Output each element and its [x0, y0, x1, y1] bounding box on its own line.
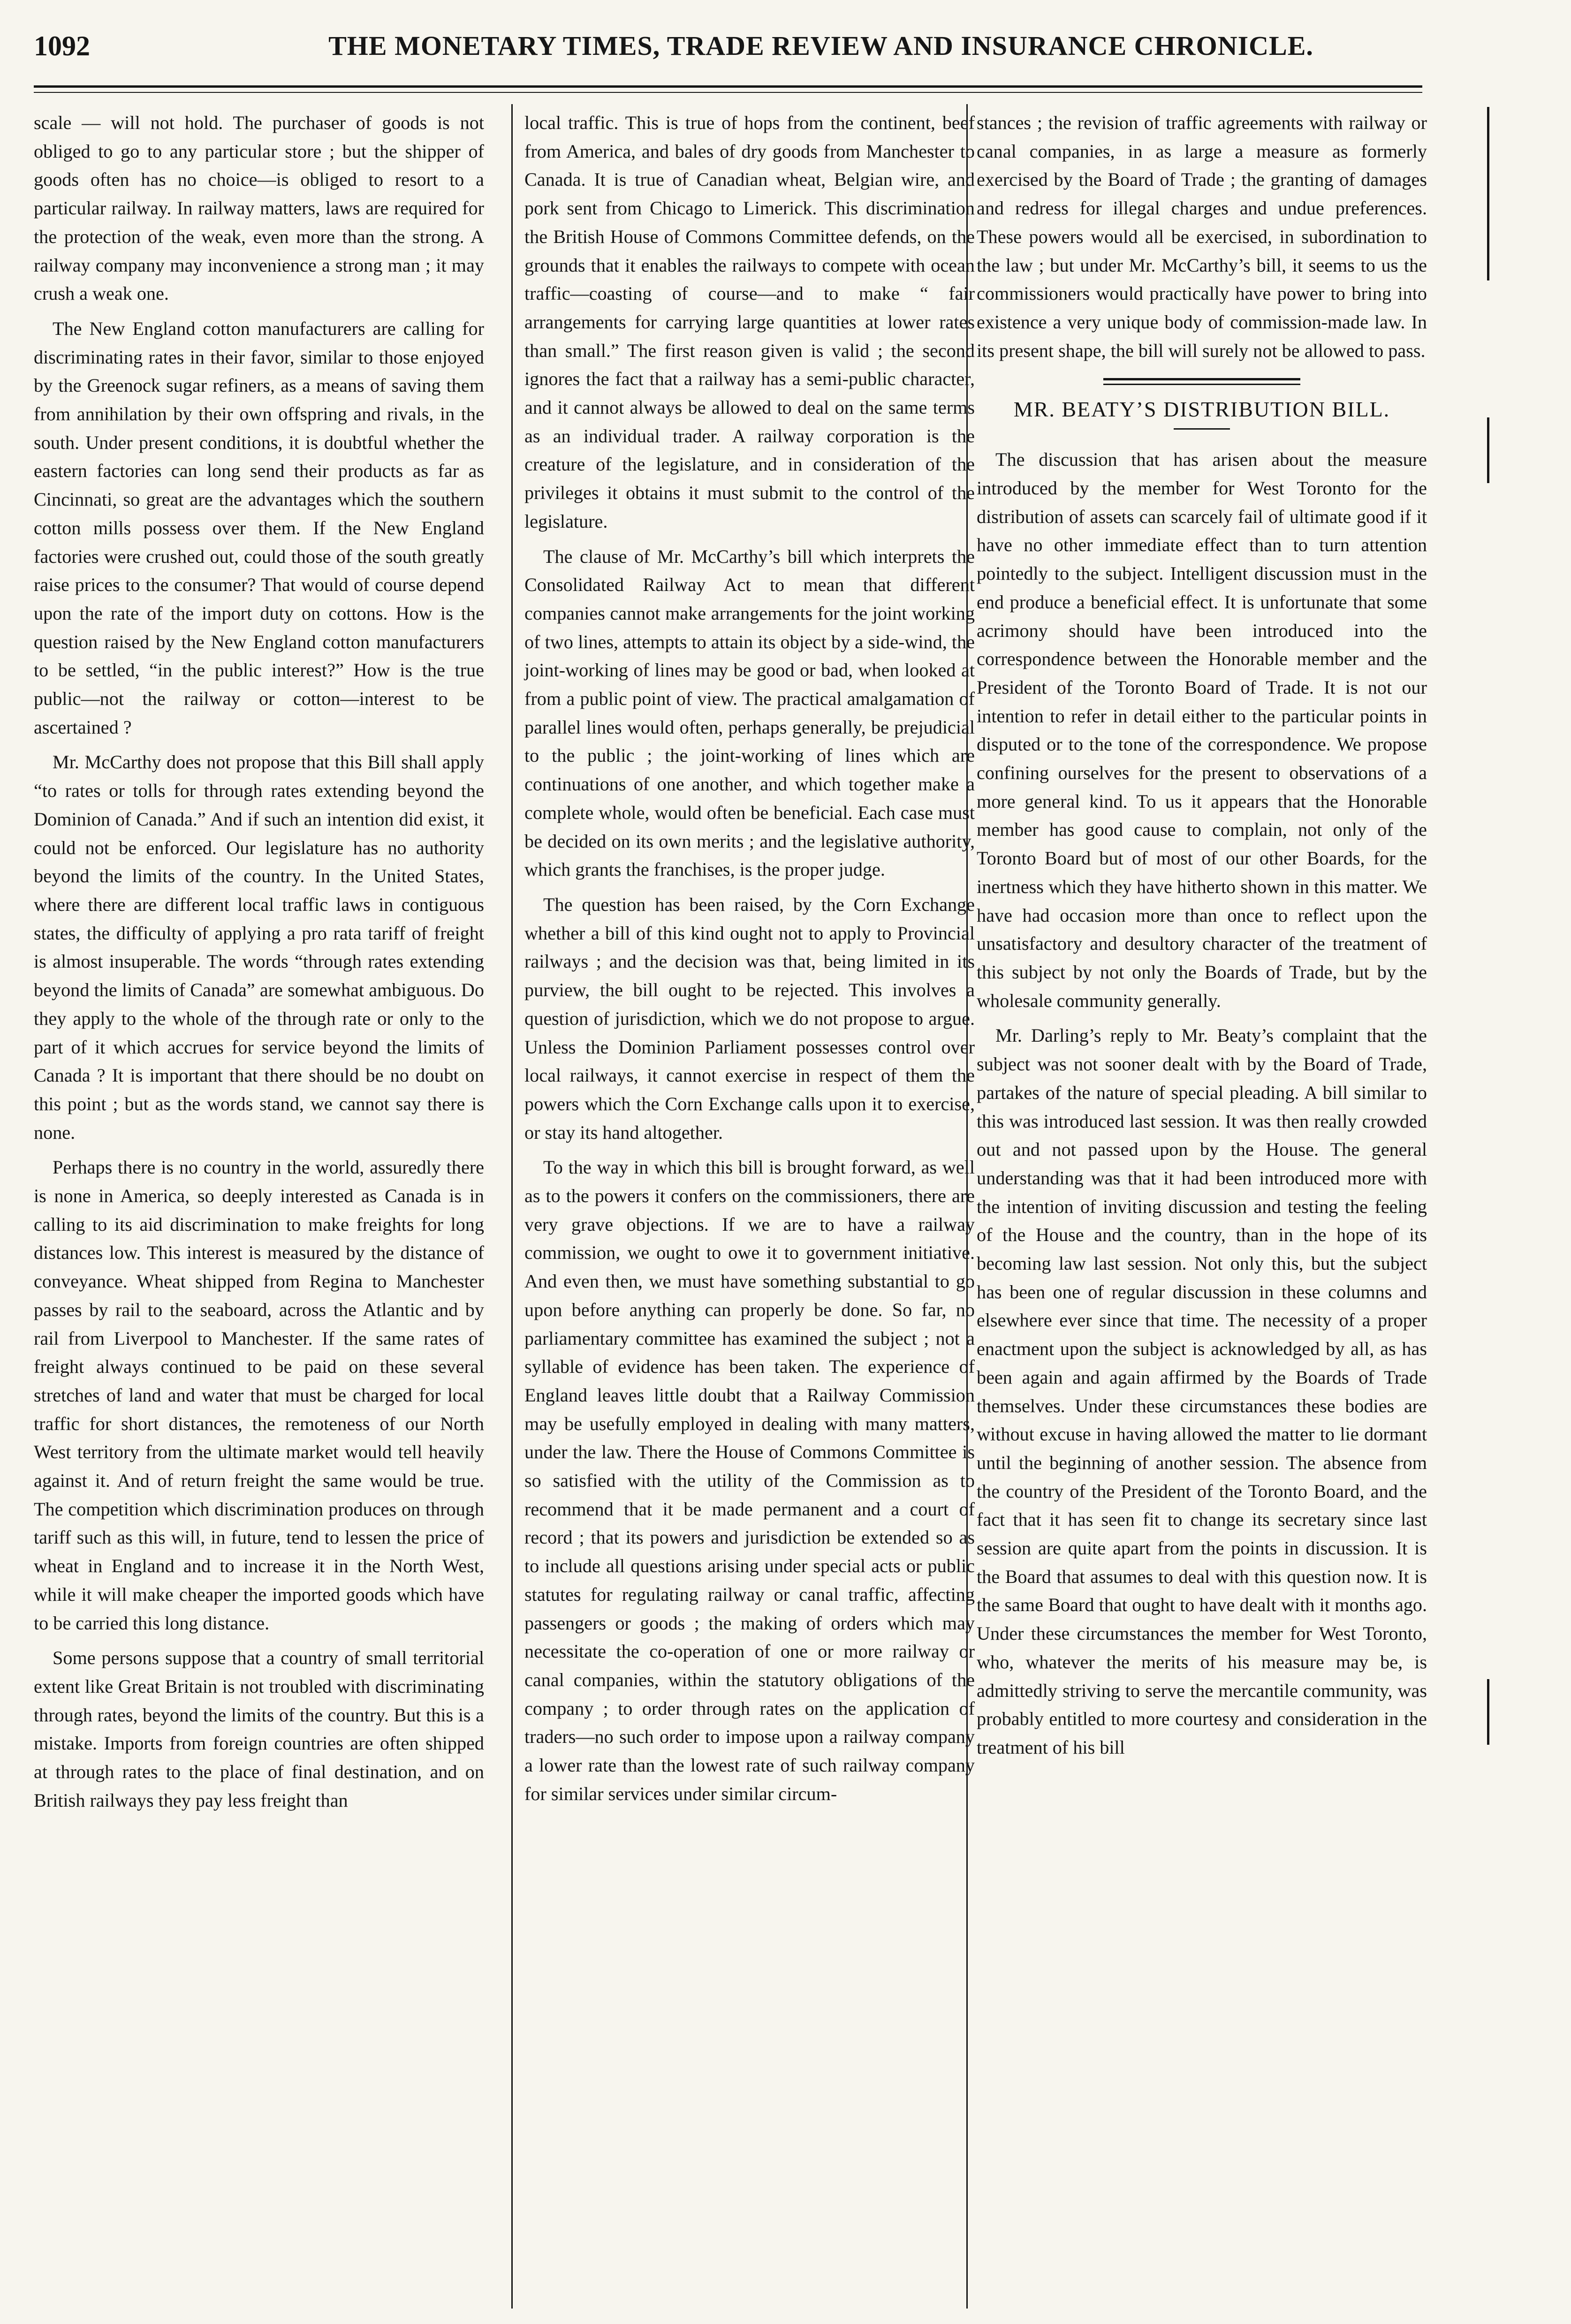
paragraph: local traffic. This is true of hops from the continent, beef from America, and bales of dry goods from Manchester to Canada. It is true of Canadian wheat, Belgian wire, and pork sent from Chicago to Limerick. This discrimination the British House of Commons Committee defends, on the grounds that it enables the railways to compete with ocean traffic—coasting of course—and to make “ fair arrangements for carrying large quantities at lower rates than small.” The first reason given is valid ; the second ignores the fact that a railway has a semi-public character, and it cannot always be allowed to deal on the same terms as an individual trader. A railway corporation is the creature of the legislature, and in consideration of the privileges it obtains it must submit to the control of the legislature.: [524, 112, 975, 532]
paragraph: Mr. Darling’s reply to Mr. Beaty’s complaint that the subject was not sooner dealt with by the Board of Trade, partakes of the nature of special pleading. A bill similar to this was introduced last session. It was then really crowded out and not passed upon by the House. The general understanding was that it had been introduced more with the intention of inviting discussion and testing the feeling of the House and the country, than in the hope of its becoming law last session. Not only this, but the subject has been one of regular discussion in these columns and elsewhere ever since that time. The necessity of a proper enactment upon the subject is acknowledged by all, as has been again and again affirmed by the Boards of Trade themselves. Under these circumstances these bodies are without excuse in having allowed the matter to lie dormant until the beginning of another session. The absence from the country of the President of the Toronto Board, and the fact that it has seen fit to change its secretary since last session are quite apart from the points in discussion. It is the Board that assumes to deal with this question now. It is the same Board that ought to have dealt with it months ago. Under these circumstances the member for West Toronto, who, whatever the merits of his measure may be, is admittedly striving to serve the mercantile community, was probably entitled to more courtesy and consideration in the treatment of his bill: [977, 1025, 1427, 1758]
article-column-3: [977, 109, 1427, 1769]
paragraph: scale — will not hold. The purchaser of goods is not obliged to go to any particular store ; but the shipper of goods often has no choice—is obliged to resort to a particular railway. In railway matters, laws are required for the protection of the weak, even more than the strong. A railway company may inconvenience a strong man ; it may crush a weak one.: [34, 112, 484, 304]
heading-rule: [1174, 428, 1230, 430]
article-column-1: [34, 109, 484, 1821]
section-separator: [1103, 378, 1300, 385]
paragraph: To the way in which this bill is brought forward, as well as to the powers it confers on the commissioners, there are very grave objections. If we are to have a railway commission, we ought to owe it to government initiative. And even then, we must have something substantial to go upon before anything can properly be done. So far, no parliamentary committee has examined the subject ; not a syllable of evidence has been taken. The experience of England leaves little doubt that a Railway Commission may be usefully employed in dealing with many matters, under the law. There the House of Commons Committee is so satisfied with the utility of the Commission as to recommend that it be made permanent and a court of record ; that its powers and jurisdiction be extended so as to include all questions arising under special acts or public statutes for regulating railway or canal traffic, affecting passengers or goods ; the making of orders which may necessitate the co-operation of one or more railway or canal companies, within the statutory obligations of the company ; to order through rates on the application of traders—no such order to impose upon a railway company a lower rate than the lowest rate of such railway company for similar services under similar circum-: [524, 1157, 975, 1804]
page-number: 1092: [34, 30, 90, 61]
header-rule-thick: [34, 85, 1422, 88]
paragraph: The discussion that has arisen about the measure introduced by the member for West Toronto for the distribution of assets can scarcely fail of ultimate good if it have no other immediate effect than to turn attention pointedly to the subject. Intelligent discussion must in the end produce a beneficial effect. It is unfortunate that some acrimony should have been introduced into the correspondence between the Honorable member and the President of the Toronto Board of Trade. It is not our intention to refer in detail either to the particular points in disputed or to the tone of the correspondence. We propose confining ourselves for the present to observations of a more general kind. To us it appears that the Honorable member has good cause to complain, not only of the Toronto Board but of most of our other Boards, for the inertness which they have hitherto shown in this matter. We have had occasion more than once to reflect upon the unsatisfactory and desultory character of the treatment of this subject by not only the Boards of Trade, but by the wholesale community generally.: [977, 449, 1427, 1011]
paragraph: The clause of Mr. McCarthy’s bill which interprets the Consolidated Railway Act to mean that different companies cannot make arrangements for the joint working of two lines, attempts to attain its object by a side-wind, the joint-working of lines may be good or bad, when looked at from a public point of view. The practical amalgamation of parallel lines would often, perhaps generally, be prejudicial to the public ; the joint-working of lines which are continuations of one another, and which together make a complete whole, would often be beneficial. Each case must be decided on its own merits ; and the legislative authority, which grants the franchises, is the proper judge.: [524, 545, 975, 880]
paragraph: The question has been raised, by the Corn Exchange whether a bill of this kind ought not to apply to Provincial railways ; and the decision was that, being limited in its purview, the bill ought to be rejected. This involves a question of jurisdiction, which we do not propose to argue. Unless the Dominion Parliament possesses control over local railways, it cannot exercise in respect of them the powers which the Corn Exchange calls upon it to exercise, or stay its hand altogether.: [524, 893, 975, 1143]
paragraph: Mr. McCarthy does not propose that this Bill shall apply “to rates or tolls for through rates extending beyond the Dominion of Canada.” And if such an intention did exist, it could not be enforced. Our legislature has no authority beyond the limits of the country. In the United States, where there are different local traffic laws in contiguous states, the difficulty of applying a pro rata tariff of freight is almost insuperable. The words “through rates extending beyond the limits of Canada” are somewhat ambiguous. Do they apply to the whole of the through rate or only to the part of it which accrues for service beyond the limits of Canada ? It is important that there should be no doubt on this point ; but as the words stand, we cannot say there is none.: [34, 751, 484, 1143]
column-divider-1: [511, 104, 513, 2309]
paragraph: Perhaps there is no country in the world, assuredly there is none in America, so deeply interested as Canada is in calling to its aid discrimination to make freights for long distances low. This interest is measured by the distance of conveyance. Wheat shipped from Regina to Manchester passes by rail to the seaboard, across the Atlantic and by rail from Liverpool to Manchester. If the same rates of freight always continued to be paid on these several stretches of land and water that must be charged for local traffic for short distances, the remoteness of our North West territory from the ultimate market would tell heavily against it. And of return freight the same would be true. The competition which discrimination produces on through tariff such as this will, in future, tend to lessen the price of wheat in England and to increase it in the North West, while it will make cheaper the imported goods which have to be carried this long distance.: [34, 1157, 484, 1634]
paragraph: Some persons suppose that a country of small territorial extent like Great Britain is not troubled with discriminating through rates, beyond the limits of the country. But this is a mistake. Imports from foreign countries are often shipped at through rates to the place of final destination, and on British railways they pay less freight than: [34, 1647, 484, 1811]
article-column-2: [524, 109, 975, 1815]
paragraph: stances ; the revision of traffic agreements with railway or canal companies, in as large a measure as formerly exercised by the Board of Trade ; the granting of damages and redress for illegal charges and undue preferences. These powers would all be exercised, in subordination to the law ; but under Mr. McCarthy’s bill, it seems to us the commissioners would practically have power to bring into existence a very unique body of commission-made law. In its present shape, the bill will surely not be allowed to pass.: [977, 112, 1427, 361]
header-rule-thin: [34, 92, 1422, 93]
margin-mark-3: [1487, 1679, 1489, 1745]
page-header: [0, 0, 1571, 94]
section-heading: MR. BEATY’S DISTRIBUTION BILL.: [1013, 397, 1390, 422]
margin-mark-1: [1487, 107, 1489, 280]
paragraph: The New England cotton manufacturers are calling for discriminating rates in their favor, similar to those enjoyed by the Greenock sugar refiners, as a means of saving them from annihilation by their own offspring and rivals, in the south. Under present conditions, it is doubtful whether the eastern factories can long send their products as far as Cincinnati, so great are the advantages which the southern cotton mills possess over them. If the New England factories were crushed out, could those of the south greatly raise prices to the consumer? That would of course depend upon the rate of the import duty on cottons. How is the question raised by the New England cotton manufacturers to be settled, “in the public interest?” How is the true public—not the railway or cotton—interest to be ascertained ?: [34, 318, 484, 738]
margin-mark-2: [1487, 417, 1489, 483]
journal-title: THE MONETARY TIMES, TRADE REVIEW AND INSURANCE CHRONICLE.: [328, 30, 1313, 61]
